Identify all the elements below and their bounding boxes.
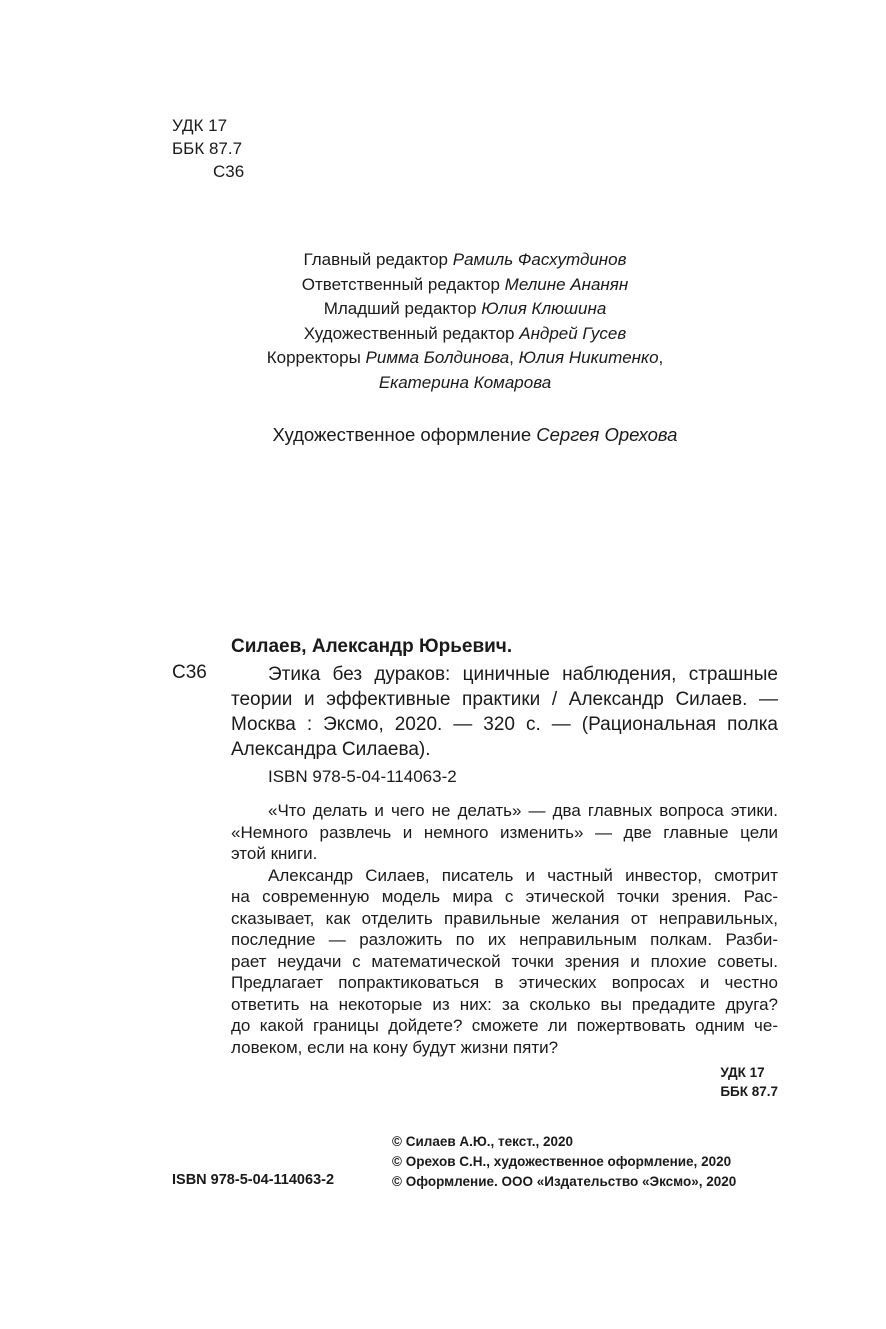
copyright-block xyxy=(392,1132,736,1192)
bibliographic-description xyxy=(231,662,778,762)
footer-bbk: ББК 87.7 xyxy=(720,1084,778,1099)
bbk-code: ББК 87.7 xyxy=(172,139,243,158)
credit-name: Андрей Гусев xyxy=(519,323,627,343)
credit-name: Юлия Никитенко xyxy=(518,348,659,367)
credit-role: Ответственный редактор xyxy=(301,274,505,294)
credit-line xyxy=(0,248,886,273)
classification-codes xyxy=(172,114,244,183)
credit-name: Юлия Клюшина xyxy=(481,299,607,318)
credit-role: Художественный редактор xyxy=(303,323,520,343)
author-heading: Силаев, Александр Юрьевич. xyxy=(231,636,513,657)
annotation-line: Александр Силаев, писатель и частный инвестор, смотрит xyxy=(268,865,778,885)
biblio-line: Александра Силаева). xyxy=(231,739,431,760)
annotation-line: рает неудачи с математической точки зрения и плохие советы. xyxy=(231,951,778,971)
footer-classification-codes xyxy=(720,1063,778,1101)
editorial-credits xyxy=(0,248,886,395)
annotation xyxy=(231,800,778,1058)
credit-name: Екатерина Комарова xyxy=(378,372,552,392)
credit-role: Главный редактор xyxy=(303,250,453,269)
design-label: Художественное оформление xyxy=(272,424,537,445)
annotation-line: до какой границы дойдете? сможете ли пожертвовать одним че- xyxy=(231,1016,778,1035)
credit-line xyxy=(0,273,886,298)
copyright-line: © Оформление. ООО «Издательство «Эксмо», 2020 xyxy=(392,1174,737,1189)
correctors-line-2 xyxy=(0,371,886,396)
credit-line xyxy=(0,297,886,322)
annotation-line: «Что делать и чего не делать» — два главных вопроса этики. xyxy=(268,801,778,820)
correctors-line xyxy=(0,346,886,371)
author-mark: С36 xyxy=(213,162,245,181)
credit-name: Рамиль Фасхутдинов xyxy=(452,250,627,269)
separator: , xyxy=(658,348,664,367)
bibliographic-code: С36 xyxy=(172,662,207,683)
credit-role: Корректоры xyxy=(266,348,366,367)
copyright-line: © Орехов С.Н., художественное оформление, 2020 xyxy=(392,1154,732,1169)
annotation-line: ответить на некоторые из них: за сколько вы предадите друга? xyxy=(231,994,778,1014)
credit-name: Мелине Ананян xyxy=(504,274,629,294)
credit-name: Римма Болдинова xyxy=(365,348,510,367)
annotation-line: «Немного развлечь и немного изменить» — две главные цели xyxy=(231,822,778,842)
annotation-line: Предлагает попрактиковаться в этических вопросах и честно xyxy=(231,973,778,992)
design-name: Сергея Орехова xyxy=(536,424,678,445)
annotation-line: ловеком, если на кону будут жизни пяти? xyxy=(231,1037,559,1057)
credit-role: Младший редактор xyxy=(323,299,482,318)
footer-udk: УДК 17 xyxy=(720,1065,765,1080)
annotation-line: сказывает, как отделить правильные желания от неправильных, xyxy=(231,908,778,928)
credit-line xyxy=(0,322,886,347)
separator: , xyxy=(509,348,519,367)
design-credit xyxy=(0,424,886,446)
footer-isbn: ISBN 978-5-04-114063-2 xyxy=(172,1172,335,1188)
biblio-line: Москва : Эксмо, 2020. — 320 с. — (Рациональная полка xyxy=(231,714,778,735)
udk-code: УДК 17 xyxy=(172,116,228,135)
copyright-line: © Силаев А.Ю., текст., 2020 xyxy=(392,1134,573,1149)
biblio-line: Этика без дураков: циничные наблюдения, страшные xyxy=(268,664,778,685)
annotation-line: на современную модель мира с этической точки зрения. Рас- xyxy=(231,887,778,906)
annotation-line: последние — разложить по их неправильным полкам. Разби- xyxy=(231,930,778,949)
biblio-line: теории и эффективные практики / Александр Силаев. — xyxy=(231,689,778,710)
annotation-line: этой книги. xyxy=(231,844,318,863)
isbn-line: ISBN 978-5-04-114063-2 xyxy=(268,767,457,786)
